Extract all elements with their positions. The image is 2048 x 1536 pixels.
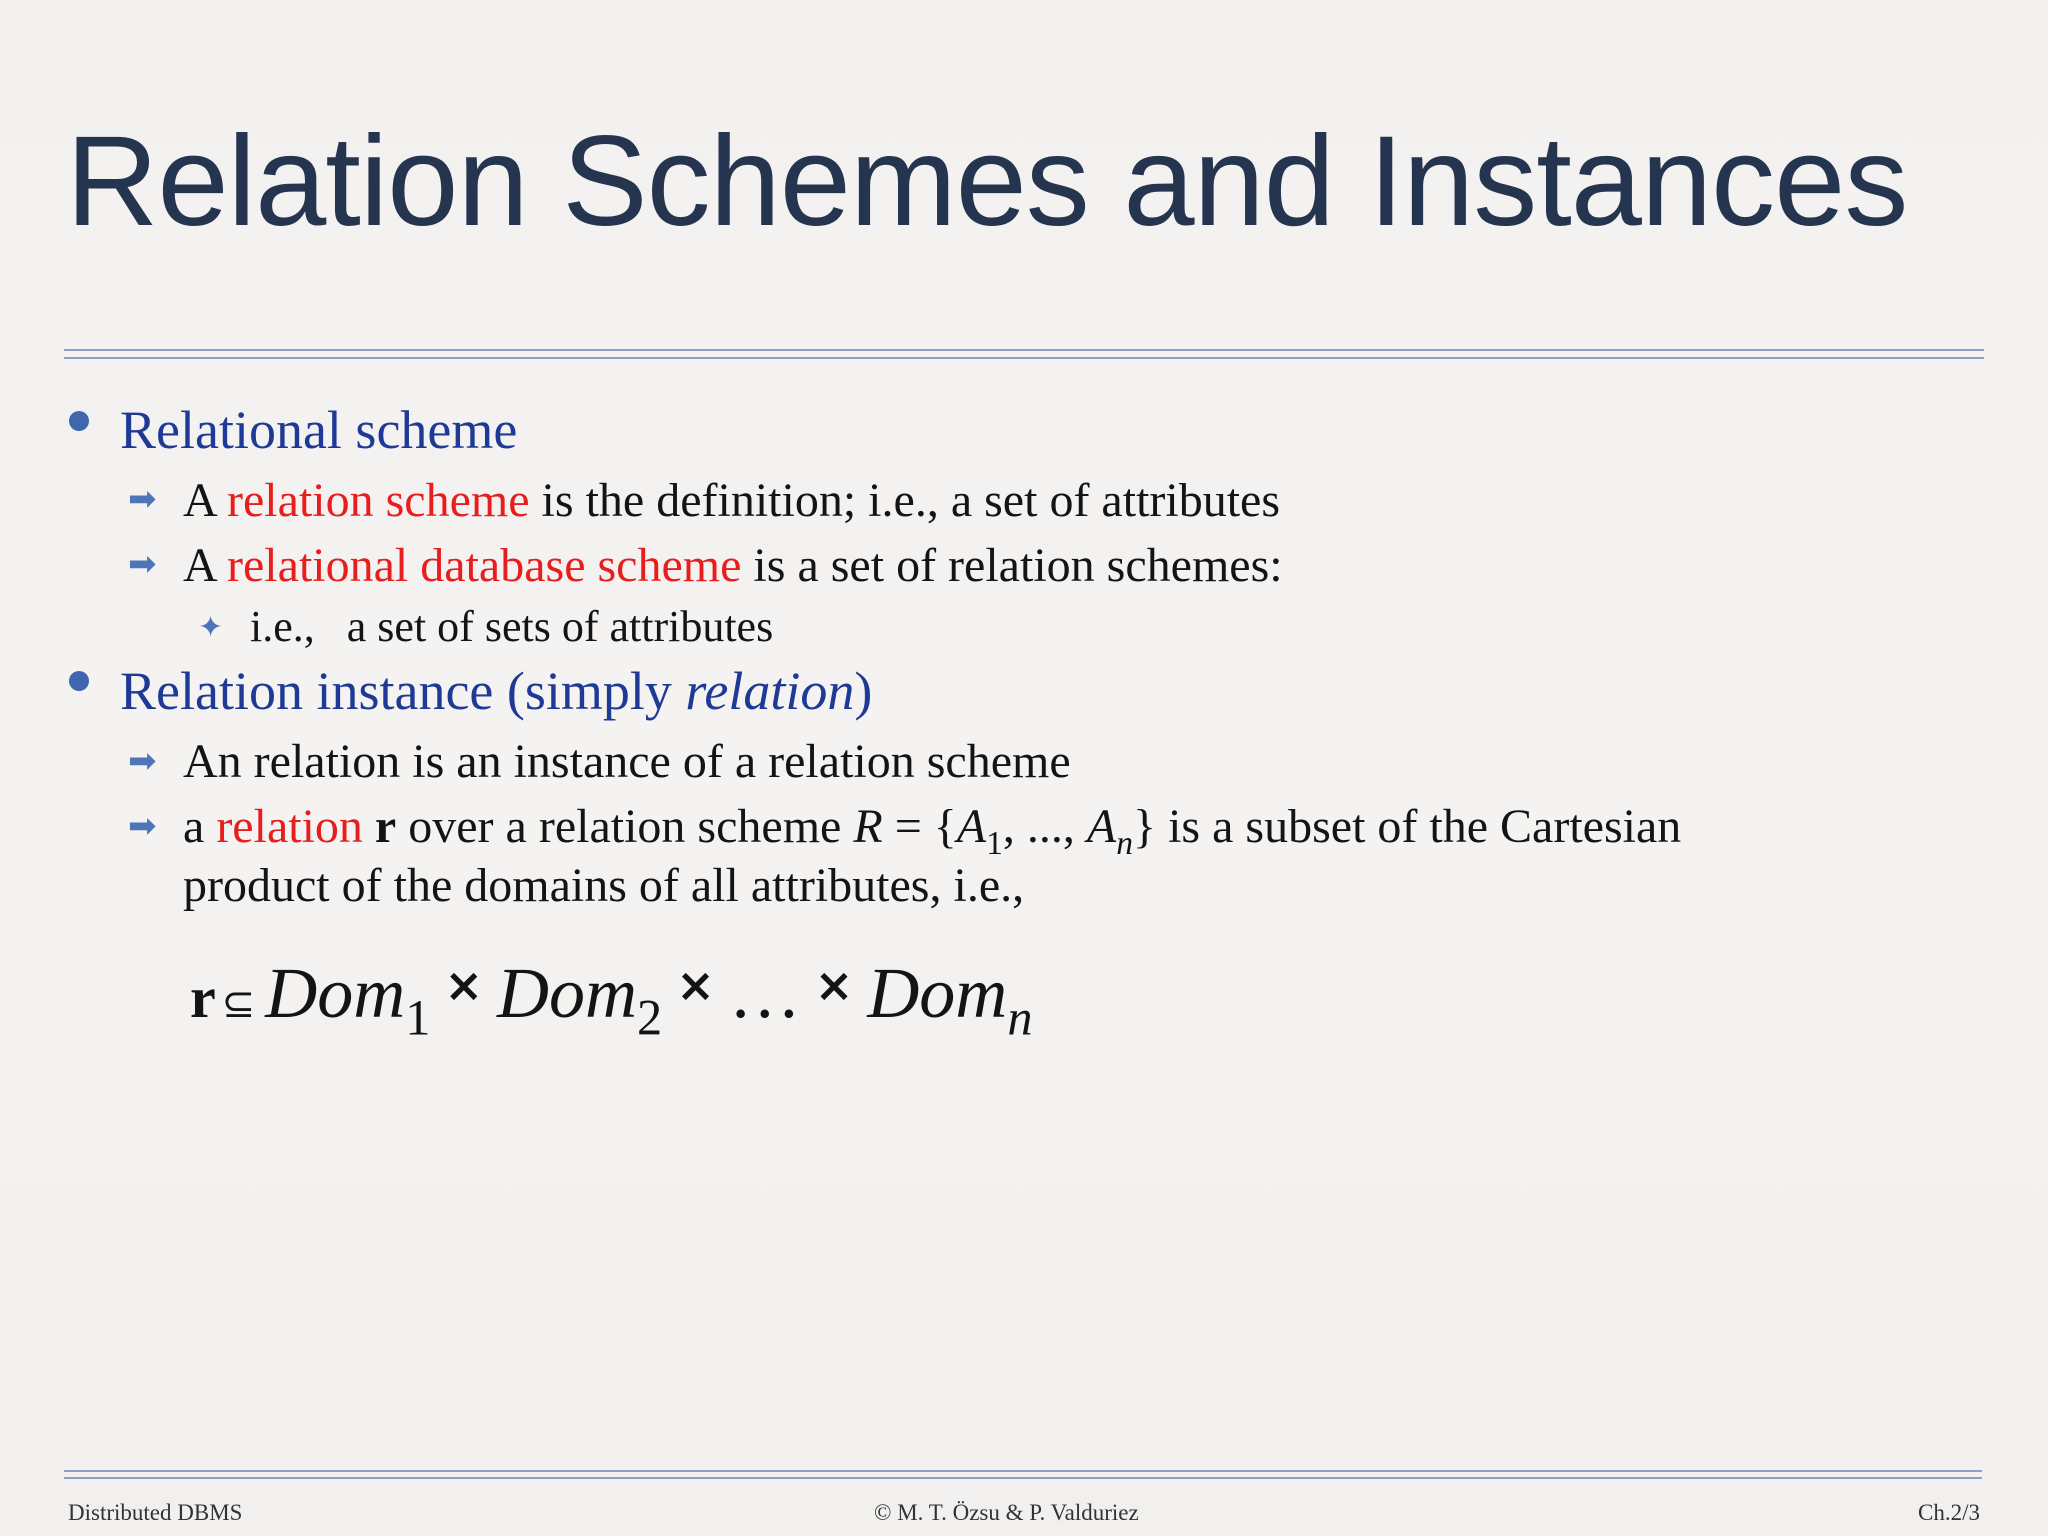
- text: ): [854, 661, 873, 721]
- arrow-right-icon: ➡: [128, 544, 157, 584]
- formula-dom: Dom: [265, 953, 406, 1034]
- times-symbol: ×: [676, 958, 715, 1012]
- subscript-n: n: [1116, 824, 1134, 862]
- slide-title: Relation Schemes and Instances: [66, 110, 1908, 253]
- subscript-2: 2: [637, 989, 663, 1046]
- subscript-1: 1: [986, 824, 1003, 862]
- text: A: [183, 474, 228, 527]
- star-icon: ✦: [198, 610, 224, 645]
- title-divider: [64, 349, 1984, 351]
- formula-dom: Dom: [497, 953, 638, 1034]
- text: is a set of relation schemes:: [741, 539, 1283, 592]
- text: = {: [882, 800, 957, 853]
- sub-bullet-relation-instance: An relation is an instance of a relation scheme: [183, 735, 1071, 788]
- times-symbol: ×: [814, 958, 854, 1012]
- text: Relation instance (simply: [120, 661, 686, 721]
- subscript-1: 1: [405, 989, 431, 1046]
- highlight-relation-scheme: relation scheme: [227, 474, 530, 527]
- bullet-dot-icon: [69, 671, 89, 691]
- highlight-relational-database-scheme: relational database scheme: [227, 539, 742, 592]
- sub-bullet-relational-database-scheme: [183, 539, 1283, 592]
- sub-bullet-relation-definition-cont: product of the domains of all attributes, i.e.,: [183, 859, 1025, 912]
- italic-relation: relation: [685, 661, 855, 721]
- bold-r: r: [374, 800, 397, 853]
- text: A: [183, 539, 228, 592]
- text: over a relation scheme: [396, 800, 854, 853]
- footer-page-number: Ch.2/3: [1918, 1500, 1980, 1525]
- sub-sub-bullet-set-of-sets: [250, 602, 774, 651]
- cartesian-product-formula: [190, 945, 1033, 1044]
- text: is the definition; i.e., a set of attributes: [529, 474, 1281, 527]
- italic-A: A: [1086, 800, 1117, 853]
- footer-divider-secondary: [64, 1477, 1982, 1479]
- formula-r: r: [190, 965, 216, 1031]
- bullet-relation-instance: [120, 661, 873, 721]
- subset-symbol: ⊆: [221, 981, 256, 1028]
- bullet-relational-scheme: Relational scheme: [120, 400, 518, 460]
- sub-bullet-relation-definition: [183, 800, 1682, 862]
- italic-R: R: [853, 800, 883, 853]
- subscript-n: n: [1007, 989, 1033, 1046]
- text: } is a subset of the Cartesian: [1133, 800, 1682, 853]
- highlight-relation: relation: [216, 800, 363, 853]
- title-divider-secondary: [64, 357, 1984, 359]
- footer-course: Distributed DBMS: [68, 1500, 243, 1525]
- text: , ...,: [1002, 800, 1087, 853]
- arrow-right-icon: ➡: [128, 479, 157, 519]
- italic-A: A: [956, 800, 987, 853]
- footer-divider: [64, 1470, 1982, 1472]
- times-symbol: ×: [444, 958, 484, 1012]
- formula-dom: Dom: [867, 953, 1008, 1034]
- ellipsis: …: [728, 953, 801, 1034]
- arrow-right-icon: ➡: [128, 806, 157, 846]
- text: a set of sets of attributes: [346, 602, 774, 651]
- text: i.e.,: [250, 602, 315, 651]
- sub-bullet-relation-scheme: [183, 474, 1281, 527]
- text: a: [183, 800, 217, 853]
- arrow-right-icon: ➡: [128, 741, 157, 781]
- footer-copyright: © M. T. Özsu & P. Valduriez: [874, 1500, 1139, 1525]
- text: [363, 800, 375, 853]
- bullet-dot-icon: [69, 411, 89, 431]
